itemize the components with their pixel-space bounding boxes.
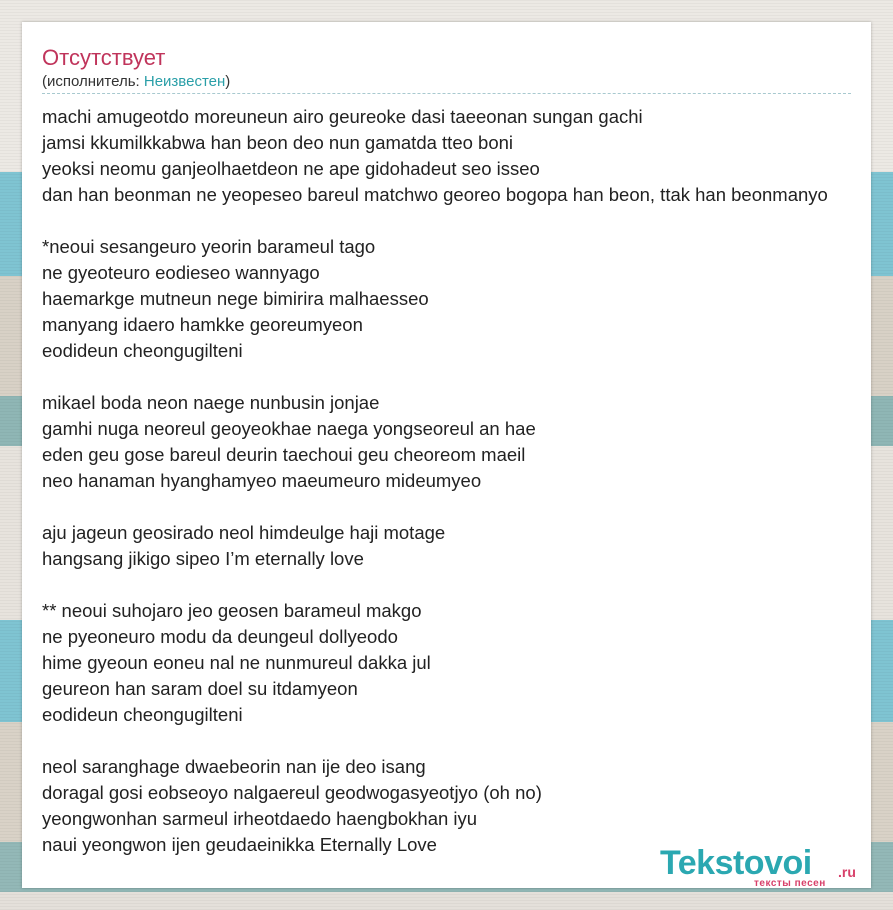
lyric-line: yeongwonhan sarmeul irheotdaedo haengbokhan iyu bbox=[42, 808, 478, 829]
lyric-line: neo hanaman hyanghamyeo maeumeuro mideumyeo bbox=[42, 470, 482, 491]
lyric-line: naui yeongwon ijen geudaeinikka Eternally Love bbox=[42, 834, 437, 855]
lyric-line: manyang idaero hamkke georeumyeon bbox=[42, 314, 363, 335]
lyric-line: hime gyeoun eoneu nal ne nunmureul dakka jul bbox=[42, 652, 431, 673]
song-title: Отсутствует bbox=[42, 45, 166, 70]
stanza-break bbox=[42, 572, 871, 598]
lyric-line: dan han beonman ne yeopeseo bareul matchwo georeo bogopa han beon, ttak han beonmanyo bbox=[42, 184, 828, 205]
lyrics-card bbox=[22, 22, 871, 888]
artist-link[interactable]: Неизвестен bbox=[143, 73, 226, 90]
artist-prefix: (исполнитель: bbox=[42, 73, 144, 90]
lyric-line: mikael boda neon naege nunbusin jonjae bbox=[42, 392, 380, 413]
stanza-break bbox=[42, 494, 871, 520]
lyric-line: eodideun cheongugilteni bbox=[42, 340, 243, 361]
lyric-line: machi amugeotdo moreuneun airo geureoke dasi taeeonan sungan gachi bbox=[42, 106, 643, 127]
lyric-line: eden geu gose bareul deurin taechoui geu cheoreom maeil bbox=[42, 444, 526, 465]
logo-wordmark: Tekstovoi bbox=[660, 844, 812, 882]
lyric-line: haemarkge mutneun nege bimirira malhaesseo bbox=[42, 288, 429, 309]
artist-line bbox=[42, 73, 230, 90]
site-logo[interactable] bbox=[660, 844, 870, 890]
lyric-line: gamhi nuga neoreul geoyeokhae naega yongseoreul an hae bbox=[42, 418, 536, 439]
lyric-line: yeoksi neomu ganjeolhaetdeon ne ape gidohadeut seo isseo bbox=[42, 158, 540, 179]
lyric-line: aju jageun geosirado neol himdeulge haji motage bbox=[42, 522, 446, 543]
logo-domain: .ru bbox=[838, 864, 856, 880]
lyric-line: doragal gosi eobseoyo nalgaereul geodwogasyeotjyo (oh no) bbox=[42, 782, 542, 803]
lyric-line: geureon han saram doel su itdamyeon bbox=[42, 678, 358, 699]
lyric-line: *neoui sesangeuro yeorin barameul tago bbox=[42, 236, 376, 257]
lyric-line: ne pyeoneuro modu da deungeul dollyeodo bbox=[42, 626, 398, 647]
lyric-line: jamsi kkumilkkabwa han beon deo nun gamatda tteo boni bbox=[42, 132, 514, 153]
stanza-break bbox=[42, 208, 871, 234]
logo-tagline: тексты песен bbox=[754, 878, 826, 889]
lyric-line: neol saranghage dwaebeorin nan ije deo isang bbox=[42, 756, 426, 777]
lyric-line: eodideun cheongugilteni bbox=[42, 704, 243, 725]
artist-suffix: ) bbox=[225, 73, 231, 90]
lyrics-text bbox=[42, 104, 871, 858]
lyric-line: hangsang jikigo sipeo I’m eternally love bbox=[42, 548, 364, 569]
stanza-break bbox=[42, 728, 871, 754]
lyric-line: ** neoui suhojaro jeo geosen barameul makgo bbox=[42, 600, 422, 621]
stanza-break bbox=[42, 364, 871, 390]
lyric-line: ne gyeoteuro eodieseo wannyago bbox=[42, 262, 320, 283]
title-divider bbox=[42, 93, 851, 94]
